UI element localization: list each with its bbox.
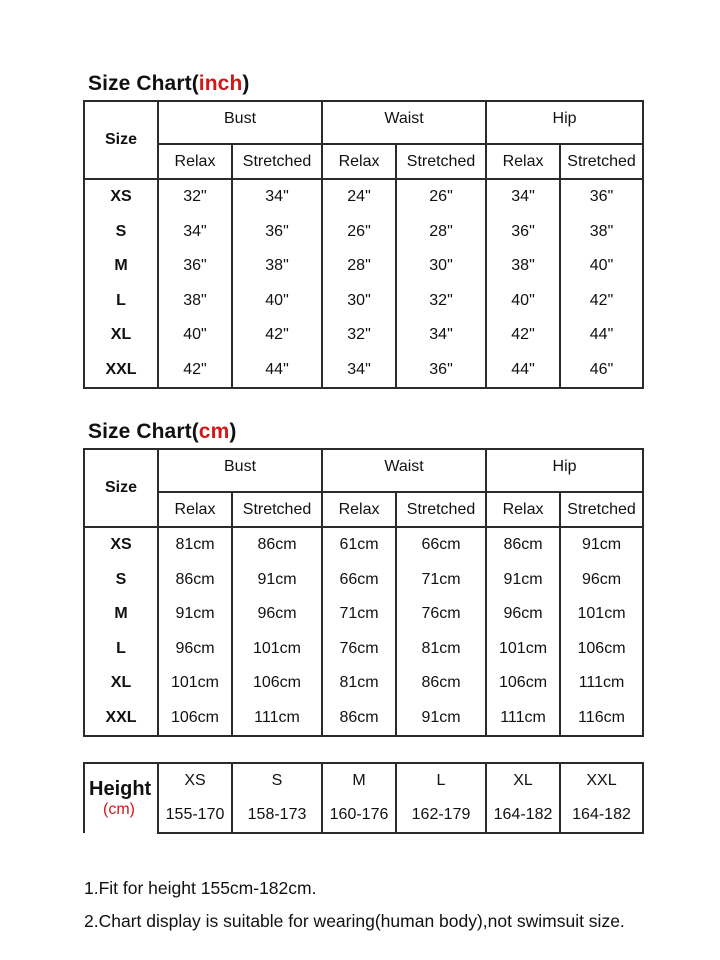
height-range-row xyxy=(84,798,643,833)
value-cell: 66cm xyxy=(396,527,486,563)
size-cell: M xyxy=(84,597,158,632)
height-size-cell: L xyxy=(396,763,486,798)
value-cell: 86cm xyxy=(486,527,560,563)
value-cell: 42" xyxy=(486,318,560,353)
value-cell: 81cm xyxy=(322,666,396,701)
bust-group-header: Bust xyxy=(158,101,322,144)
height-size-cell: XS xyxy=(158,763,232,798)
height-size-row xyxy=(84,763,643,798)
note-item: 1.Fit for height 155cm-182cm. xyxy=(84,878,317,898)
table-row xyxy=(84,527,643,563)
value-cell: 36" xyxy=(158,249,232,284)
table-subheader-row xyxy=(84,144,643,179)
height-range-cell: 158-173 xyxy=(232,798,322,833)
cm-unit-label: cm xyxy=(198,420,230,443)
value-cell: 38" xyxy=(232,249,322,284)
size-cell: L xyxy=(84,284,158,319)
value-cell: 91cm xyxy=(560,527,643,563)
size-cell: M xyxy=(84,249,158,284)
value-cell: 30" xyxy=(322,284,396,319)
table-row xyxy=(84,563,643,598)
value-cell: 30" xyxy=(396,249,486,284)
value-cell: 40" xyxy=(158,318,232,353)
value-cell: 44" xyxy=(232,353,322,389)
value-cell: 81cm xyxy=(396,632,486,667)
value-cell: 34" xyxy=(322,353,396,389)
value-cell: 34" xyxy=(158,215,232,250)
height-size-cell: XXL xyxy=(560,763,643,798)
subheader-cell: Relax xyxy=(158,144,232,179)
hip-group-header: Hip xyxy=(486,449,643,492)
value-cell: 86cm xyxy=(232,527,322,563)
height-range-cell: 164-182 xyxy=(486,798,560,833)
value-cell: 111cm xyxy=(560,666,643,701)
value-cell: 26" xyxy=(322,215,396,250)
value-cell: 116cm xyxy=(560,701,643,737)
waist-group-header: Waist xyxy=(322,449,486,492)
height-range-cell: 160-176 xyxy=(322,798,396,833)
note-item: 2.Chart display is suitable for wearing(human body),not swimsuit size. xyxy=(84,911,625,931)
value-cell: 76cm xyxy=(396,597,486,632)
height-size-cell: S xyxy=(232,763,322,798)
subheader-cell: Stretched xyxy=(232,492,322,527)
value-cell: 61cm xyxy=(322,527,396,563)
subheader-cell: Relax xyxy=(322,492,396,527)
value-cell: 91cm xyxy=(158,597,232,632)
cm-chart-title: Size Chart(cm) xyxy=(88,420,237,443)
height-range-cell: 155-170 xyxy=(158,798,232,833)
value-cell: 86cm xyxy=(396,666,486,701)
height-unit-label: (cm) xyxy=(103,801,135,818)
value-cell: 91cm xyxy=(232,563,322,598)
height-table xyxy=(83,762,644,834)
waist-group-header: Waist xyxy=(322,101,486,144)
value-cell: 34" xyxy=(232,179,322,215)
value-cell: 32" xyxy=(322,318,396,353)
value-cell: 106cm xyxy=(560,632,643,667)
value-cell: 44" xyxy=(486,353,560,389)
table-row xyxy=(84,701,643,737)
value-cell: 66cm xyxy=(322,563,396,598)
size-column-header: Size xyxy=(84,101,158,179)
subheader-cell: Stretched xyxy=(396,144,486,179)
notes xyxy=(84,872,625,938)
value-cell: 28" xyxy=(396,215,486,250)
value-cell: 40" xyxy=(232,284,322,319)
value-cell: 101cm xyxy=(158,666,232,701)
value-cell: 32" xyxy=(396,284,486,319)
hip-group-header: Hip xyxy=(486,101,643,144)
table-row xyxy=(84,284,643,319)
value-cell: 40" xyxy=(486,284,560,319)
table-subheader-row xyxy=(84,492,643,527)
value-cell: 38" xyxy=(560,215,643,250)
value-cell: 28" xyxy=(322,249,396,284)
table-header-row xyxy=(84,101,643,144)
table-row xyxy=(84,318,643,353)
value-cell: 111cm xyxy=(232,701,322,737)
value-cell: 34" xyxy=(486,179,560,215)
value-cell: 86cm xyxy=(158,563,232,598)
value-cell: 71cm xyxy=(396,563,486,598)
value-cell: 96cm xyxy=(232,597,322,632)
value-cell: 106cm xyxy=(158,701,232,737)
inch-unit-label: inch xyxy=(198,72,243,95)
subheader-cell: Stretched xyxy=(560,492,643,527)
value-cell: 106cm xyxy=(486,666,560,701)
size-cell: S xyxy=(84,215,158,250)
value-cell: 76cm xyxy=(322,632,396,667)
value-cell: 34" xyxy=(396,318,486,353)
value-cell: 96cm xyxy=(560,563,643,598)
size-cell: XXL xyxy=(84,353,158,389)
bust-group-header: Bust xyxy=(158,449,322,492)
size-cell: L xyxy=(84,632,158,667)
value-cell: 91cm xyxy=(396,701,486,737)
size-cell: XXL xyxy=(84,701,158,737)
size-cell: XS xyxy=(84,179,158,215)
subheader-cell: Relax xyxy=(322,144,396,179)
value-cell: 36" xyxy=(560,179,643,215)
table-row xyxy=(84,215,643,250)
subheader-cell: Relax xyxy=(486,492,560,527)
value-cell: 101cm xyxy=(560,597,643,632)
value-cell: 24" xyxy=(322,179,396,215)
size-cell: S xyxy=(84,563,158,598)
subheader-cell: Relax xyxy=(158,492,232,527)
value-cell: 81cm xyxy=(158,527,232,563)
subheader-cell: Relax xyxy=(486,144,560,179)
table-row xyxy=(84,632,643,667)
subheader-cell: Stretched xyxy=(396,492,486,527)
value-cell: 101cm xyxy=(486,632,560,667)
inch-size-table xyxy=(83,100,644,389)
table-row xyxy=(84,353,643,389)
value-cell: 26" xyxy=(396,179,486,215)
inch-chart-title: Size Chart(inch) xyxy=(88,72,250,95)
subheader-cell: Stretched xyxy=(232,144,322,179)
value-cell: 71cm xyxy=(322,597,396,632)
value-cell: 38" xyxy=(158,284,232,319)
value-cell: 36" xyxy=(396,353,486,389)
value-cell: 32" xyxy=(158,179,232,215)
value-cell: 96cm xyxy=(486,597,560,632)
cm-size-table xyxy=(83,448,644,737)
value-cell: 40" xyxy=(560,249,643,284)
value-cell: 42" xyxy=(560,284,643,319)
height-label: Height (cm) xyxy=(84,763,158,833)
value-cell: 86cm xyxy=(322,701,396,737)
value-cell: 96cm xyxy=(158,632,232,667)
value-cell: 101cm xyxy=(232,632,322,667)
size-cell: XL xyxy=(84,666,158,701)
value-cell: 36" xyxy=(232,215,322,250)
height-size-cell: M xyxy=(322,763,396,798)
value-cell: 44" xyxy=(560,318,643,353)
table-row xyxy=(84,249,643,284)
table-row xyxy=(84,179,643,215)
size-column-header: Size xyxy=(84,449,158,527)
table-row xyxy=(84,666,643,701)
height-size-cell: XL xyxy=(486,763,560,798)
subheader-cell: Stretched xyxy=(560,144,643,179)
height-range-cell: 164-182 xyxy=(560,798,643,833)
value-cell: 38" xyxy=(486,249,560,284)
table-row xyxy=(84,597,643,632)
height-range-cell: 162-179 xyxy=(396,798,486,833)
value-cell: 111cm xyxy=(486,701,560,737)
value-cell: 91cm xyxy=(486,563,560,598)
value-cell: 36" xyxy=(486,215,560,250)
value-cell: 42" xyxy=(158,353,232,389)
value-cell: 42" xyxy=(232,318,322,353)
value-cell: 106cm xyxy=(232,666,322,701)
value-cell: 46" xyxy=(560,353,643,389)
size-cell: XS xyxy=(84,527,158,563)
table-header-row xyxy=(84,449,643,492)
size-cell: XL xyxy=(84,318,158,353)
